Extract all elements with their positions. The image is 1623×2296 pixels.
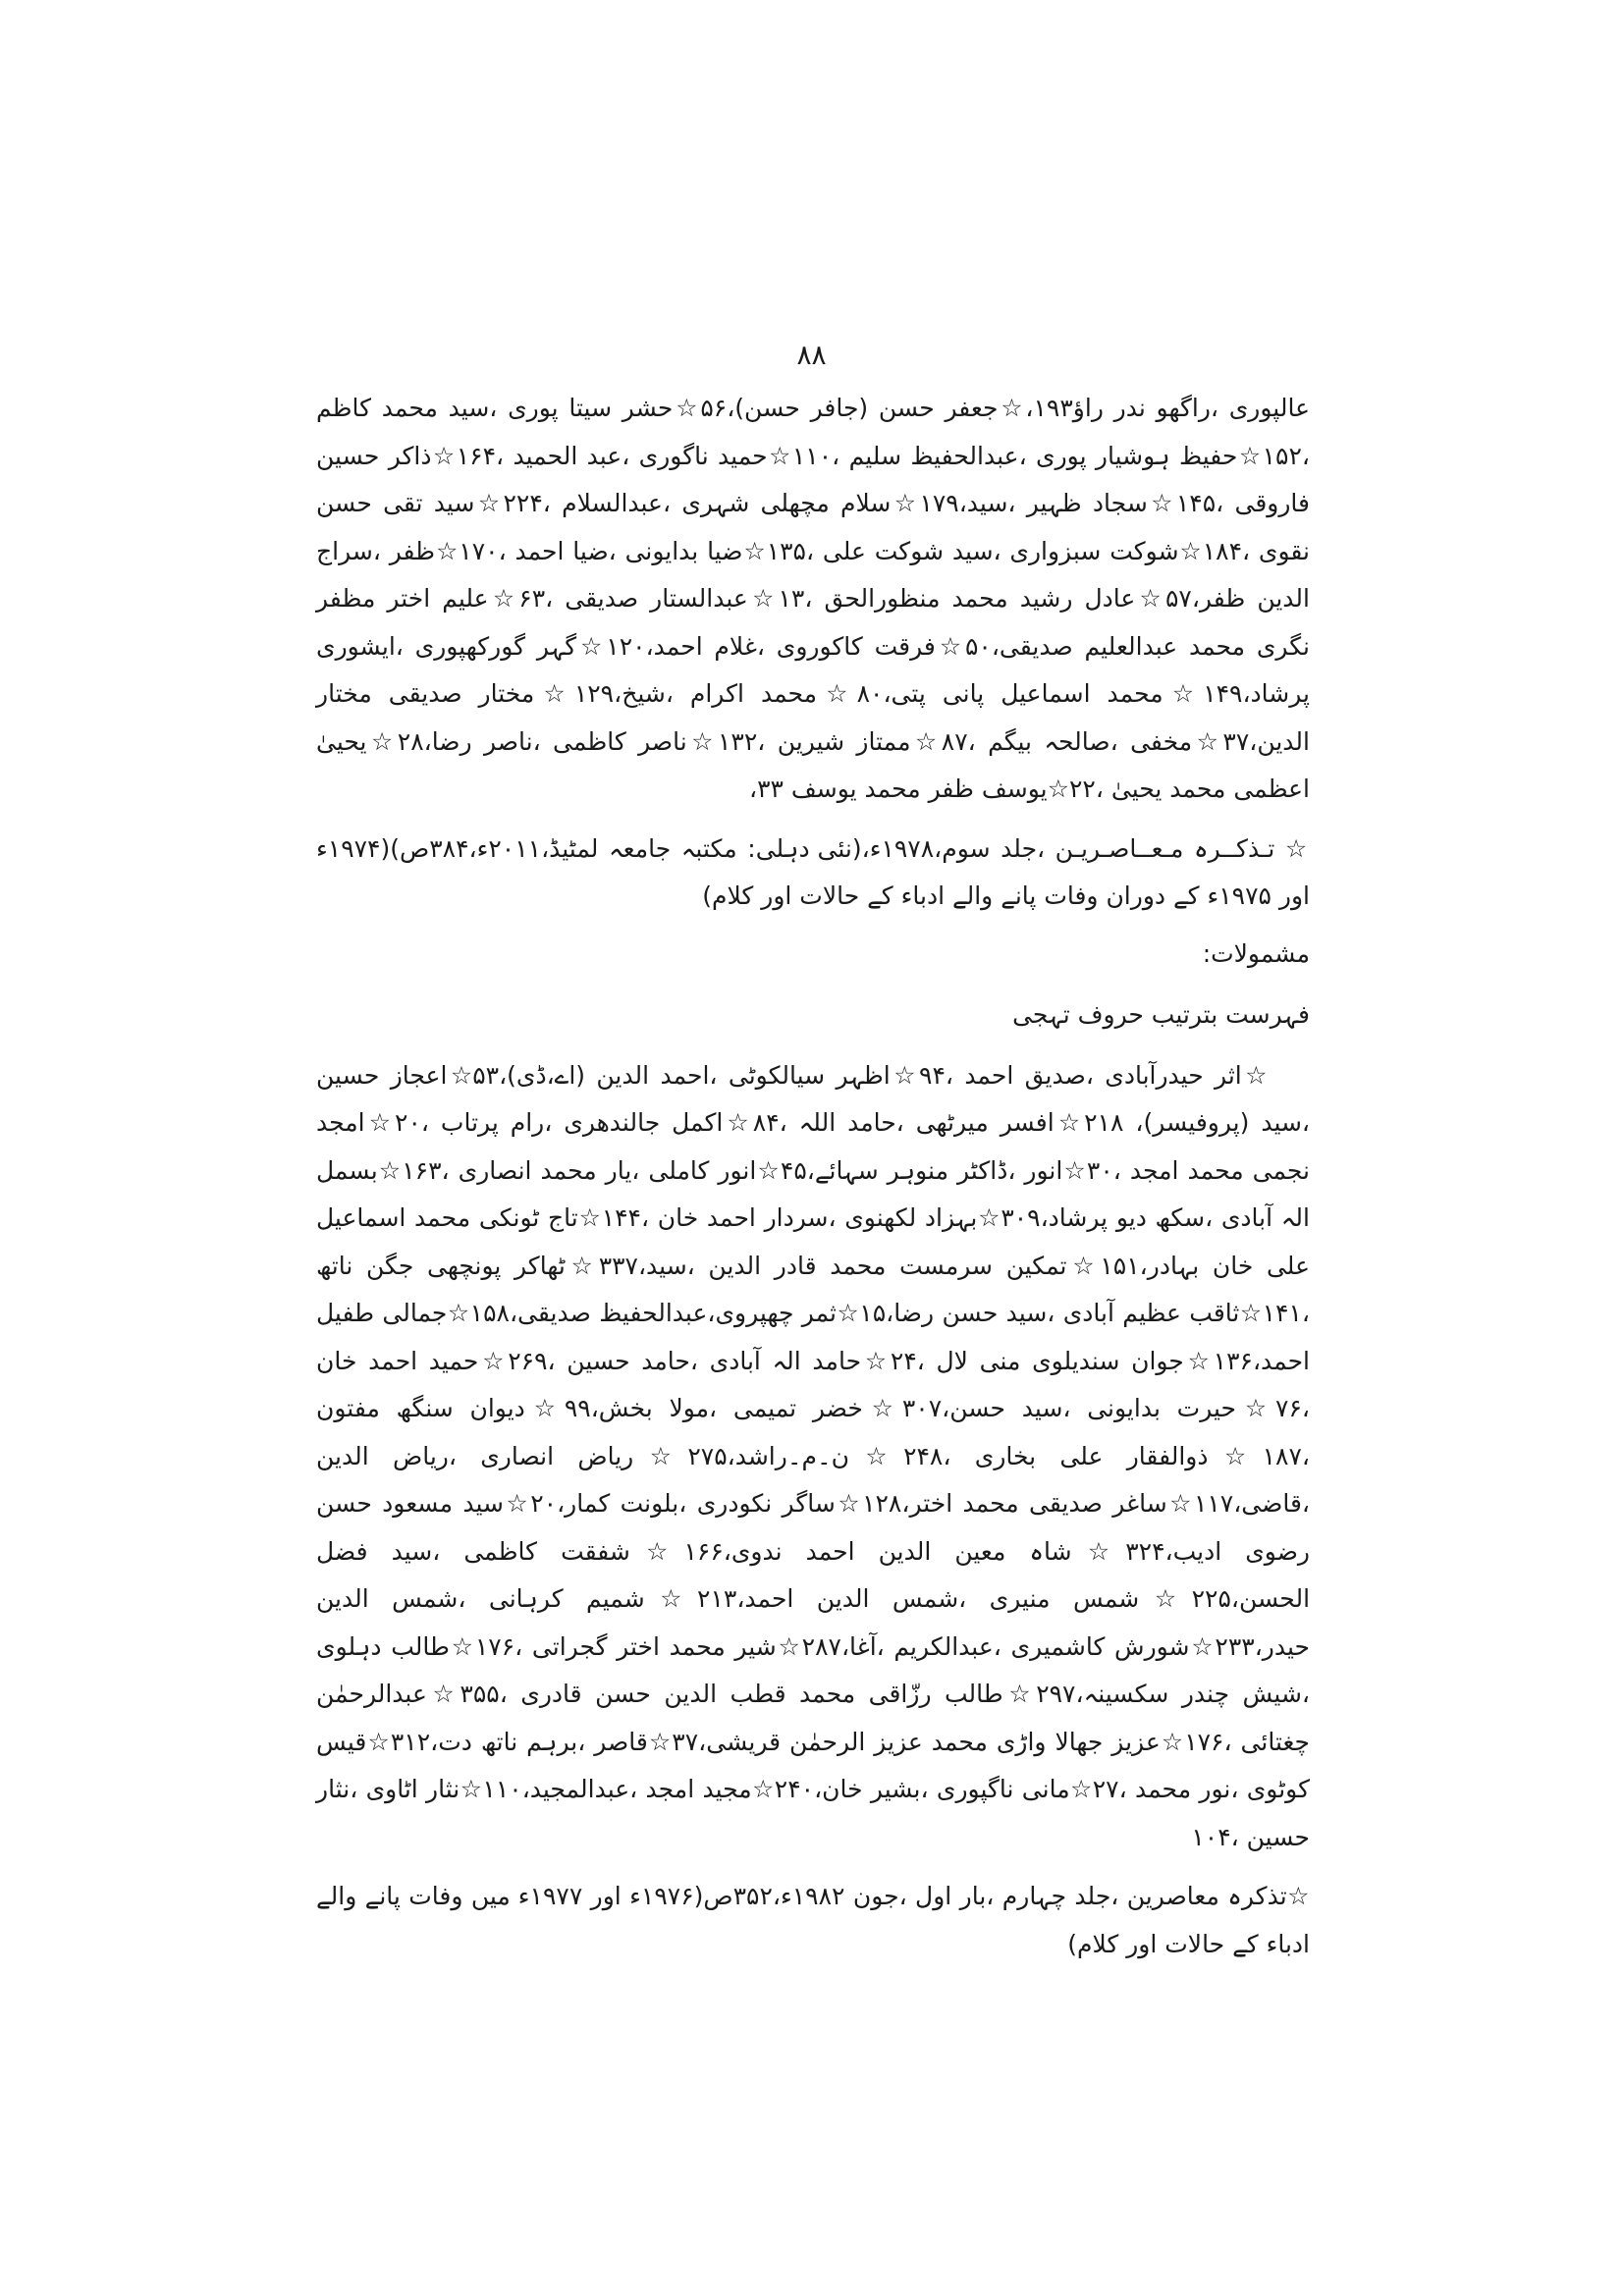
page-body bbox=[316, 385, 1310, 1968]
book-entry-volume-4: ☆تذکرہ معاصرین ،جلد چہارم ،بار اول ،جون ۱۹۸۲ء،۳۵۲ص(۱۹۷۶ء اور ۱۹۷۷ء میں وفات پانے والے ادباء کے حالات اور کلام) bbox=[316, 1882, 1310, 1958]
contents-label: مشمولات: bbox=[1202, 938, 1310, 968]
list-continuation-paragraph: عالپوری ،راگھو ندر راؤ۱۹۳،☆جعفر حسن (جافر حسن)،۵۶☆حشر سیتا پوری ،سید محمد کاظم ،۱۵۲☆حفیظ ہوشیار پوری ،عبدالحفیظ سلیم ،۱۱۰☆حمید ناگوری ،عبد الحمید ،۱۶۴☆ذاکر حسین فاروقی ،۱۴۵☆سجاد ظہیر ،سید،۱۷۹☆سلام مچھلی شہری ،عبدالسلام ،۲۲۴☆سید تقی حسن نقوی ،۱۸۴☆شوکت سبزواری ،سید شوکت علی ،۱۳۵☆ضیا بدایونی ،ضیا احمد ،۱۷۰☆ظفر ،سراج الدین ظفر،۵۷☆عادل رشید محمد منظورالحق ،۱۳☆عبدالستار صدیقی ،۶۳☆علیم اختر مظفر نگری محمد عبدالعلیم صدیقی،۵۰☆فرقت کاکوروی ،غلام احمد،۱۲۰☆گہر گورکھپوری ،ایشوری پرشاد،۱۴۹☆محمد اسماعیل پانی پتی،۸۰☆محمد اکرام ،شیخ،۱۲۹☆مختار صدیقی مختار الدین،۳۷☆مخفی ،صالحہ بیگم ،۸۷☆ممتاز شیرین ،۱۳۲☆ناصر کاظمی ،ناصر رضا،۲۸☆یحییٰ اعظمی محمد یحییٰ ،۲۲☆یوسف ظفر محمد یوسف ۳۳، bbox=[316, 394, 1311, 803]
page-number: ۸۸ bbox=[796, 339, 827, 371]
index-body-paragraph: ☆اثر حیدرآبادی ،صدیق احمد ،۹۴☆اظہر سیالکوٹی ،احمد الدین (اے،ڈی)،۵۳☆اعجاز حسین ،سید (پروفیسر)، ۲۱۸☆افسر میرٹھی ،حامد اللہ ،۸۴☆اکمل جالندھری ،رام پرتاب ،۲۰☆امجد نجمی محمد امجد ،۳۰☆انور ،ڈاکٹر منوہر سہائے،۴۵☆انور کاملی ،یار محمد انصاری ،۱۶۳☆بسمل الہ آبادی ،سکھ دیو پرشاد،۳۰۹☆بہزاد لکھنوی ،سردار احمد خان ،۱۴۴☆تاج ٹونکی محمد اسماعیل علی خان بہادر،۱۵۱☆تمکین سرمست محمد قادر الدین ،سید،۳۳۷☆ٹھاکر پونچھی جگن ناتھ ،۱۴۱☆ثاقب عظیم آبادی ،سید حسن رضا،۱۵☆ثمر چھپروی،عبدالحفیظ صدیقی،۱۵۸☆جمالی طفیل احمد،۱۳۶☆جوان سندیلوی منی لال ،۲۴☆حامد الہ آبادی ،حامد حسین ،۲۶۹☆حمید احمد خان ،۷۶☆حیرت بدایونی ،سید حسن،۳۰۷☆خضر تمیمی ،مولا بخش،۹۹☆دیوان سنگھ مفتون ،۱۸۷☆ذوالفقار علی بخاری ،۲۴۸☆ن۔م۔راشد،۲۷۵☆ریاض انصاری ،ریاض الدین ،قاضی،۱۱۷☆ساغر صدیقی محمد اختر،۱۲۸☆ساگر نکودری ،بلونت کمار،۲۰☆سید مسعود حسن رضوی ادیب،۳۲۴☆شاہ معین الدین احمد ندوی،۱۶۶☆شفقت کاظمی ،سید فضل الحسن،۲۲۵☆شمس منیری ،شمس الدین احمد،۲۱۳☆شمیم کرہانی ،شمس الدین حیدر،۲۳۳☆شورش کاشمیری ،عبدالکریم ،آغا،۲۸۷☆شیر محمد اختر گجراتی ،۱۷۶☆طالب دہلوی ،شیش چندر سکسینہ،۲۹۷☆طالب رزّاقی محمد قطب الدین حسن قادری ،۳۵۵☆عبدالرحمٰن چغتائی ،۱۷۶☆عزیز جھالا واڑی محمد عزیز الرحمٰن قریشی،۳۷☆قاصر ،برہم ناتھ دت،۳۱۲☆قیس کوٹوی ،نور محمد ،۲۷☆مانی ناگپوری ،بشیر خان،۲۴۰☆مجید امجد ،عبدالمجید،۱۱۰☆نثار اٹاوی ،نثار حسین ،۱۰۴ bbox=[316, 1060, 1311, 1851]
index-heading: فہرست بترتیب حروف تہجی bbox=[1012, 999, 1310, 1029]
book-entry-volume-3: ☆ تـذکــرہ مـعــاصـریـن ،جلد سوم،۱۹۷۸ء،(نئی دہلی: مکتبہ جامعہ لمٹیڈ،۲۰۱۱ء،۳۸۴ص)(۱۹۷۴ء اور ۱۹۷۵ء کے دوران وفات پانے والے ادباء کے حالات اور کلام) bbox=[316, 833, 1310, 910]
